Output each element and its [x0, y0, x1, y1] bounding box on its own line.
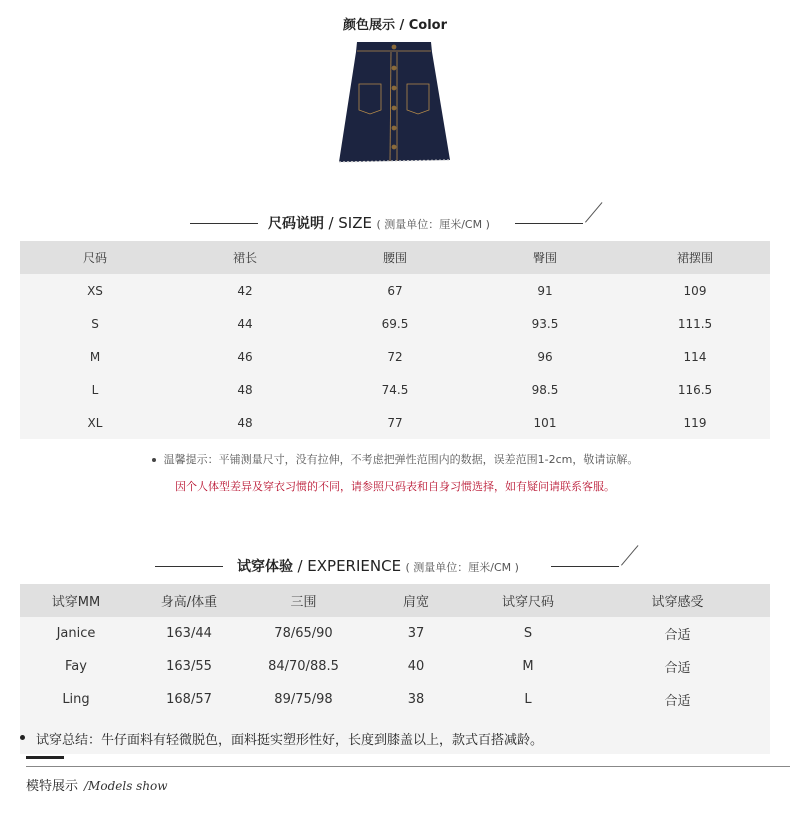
summary-text: 试穿总结：牛仔面料有轻微脱色，面料挺实塑形性好，长度到膝盖以上，款式百搭减龄。 — [36, 733, 544, 748]
size-cell: M — [20, 340, 170, 373]
size-header-cell: 裙长 — [170, 241, 320, 274]
size-table-header — [20, 241, 770, 274]
bullet-icon — [20, 735, 25, 740]
experience-cell: 78/65/90 — [246, 617, 361, 650]
experience-table-header — [20, 584, 770, 617]
size-cell: 48 — [170, 373, 320, 406]
size-warning: 因个人体型差异及穿衣习惯的不同，请参照尺码表和自身习惯选择，如有疑问请联系客服。 — [175, 480, 615, 493]
experience-cell: Ling — [20, 683, 132, 716]
header-line-left — [155, 566, 223, 567]
size-header-cell: 裙摆围 — [620, 241, 770, 274]
fitting-summary — [20, 716, 770, 754]
table-row — [20, 406, 770, 439]
size-cell: 72 — [320, 340, 470, 373]
size-cell: 69.5 — [320, 307, 470, 340]
header-line-right — [551, 566, 619, 567]
experience-cell: L — [471, 683, 585, 716]
size-title-cn: 尺码说明 — [268, 216, 324, 232]
bullet-icon — [152, 458, 156, 462]
denim-skirt-icon — [335, 38, 455, 173]
experience-unit: ( 测量单位：厘米/CM ) — [405, 561, 519, 574]
header-slash — [585, 202, 602, 223]
experience-cell: 40 — [361, 650, 471, 683]
size-unit: ( 测量单位：厘米/CM ) — [376, 218, 490, 231]
size-cell: 116.5 — [620, 373, 770, 406]
header-line-right — [515, 223, 583, 224]
experience-cell: 89/75/98 — [246, 683, 361, 716]
experience-cell: Fay — [20, 650, 132, 683]
size-cell: 67 — [320, 274, 470, 307]
experience-header-cell: 肩宽 — [361, 584, 471, 617]
size-cell: 48 — [170, 406, 320, 439]
size-header-cell: 腰围 — [320, 241, 470, 274]
size-cell: 91 — [470, 274, 620, 307]
experience-header-cell: 试穿尺码 — [471, 584, 585, 617]
size-cell: L — [20, 373, 170, 406]
experience-header-cell: 试穿感受 — [585, 584, 770, 617]
experience-cell: 163/55 — [132, 650, 246, 683]
models-divider — [26, 766, 790, 767]
table-row — [20, 683, 770, 716]
experience-cell: 163/44 — [132, 617, 246, 650]
measurement-tip — [0, 451, 790, 467]
table-row — [20, 373, 770, 406]
size-cell: 114 — [620, 340, 770, 373]
table-row — [20, 340, 770, 373]
size-cell: 46 — [170, 340, 320, 373]
size-cell: 109 — [620, 274, 770, 307]
experience-cell: 合适 — [585, 683, 770, 716]
experience-cell: Janice — [20, 617, 132, 650]
experience-header-cell: 身高/体重 — [132, 584, 246, 617]
header-line-left — [190, 223, 258, 224]
size-cell: 77 — [320, 406, 470, 439]
experience-cell: S — [471, 617, 585, 650]
experience-table — [20, 584, 770, 716]
experience-title-en: / EXPERIENCE — [297, 557, 402, 575]
color-section-title: 颜色展示 / Color — [342, 18, 448, 33]
size-cell: 74.5 — [320, 373, 470, 406]
tip-text: 温馨提示：平铺测量尺寸，没有拉伸，不考虑把弹性范围内的数据，误差范围1-2cm，敬请谅解。 — [163, 453, 639, 466]
size-cell: XL — [20, 406, 170, 439]
models-section-title — [26, 775, 168, 794]
table-row — [20, 617, 770, 650]
size-cell: S — [20, 307, 170, 340]
size-cell: 119 — [620, 406, 770, 439]
experience-cell: 合适 — [585, 650, 770, 683]
size-header-cell: 尺码 — [20, 241, 170, 274]
size-section-title — [268, 213, 490, 233]
size-cell: 96 — [470, 340, 620, 373]
skirt-product-image — [335, 38, 455, 173]
table-row — [20, 650, 770, 683]
experience-cell: M — [471, 650, 585, 683]
experience-cell: 38 — [361, 683, 471, 716]
models-accent-bar — [26, 756, 64, 759]
experience-title-cn: 试穿体验 — [237, 559, 293, 575]
size-section-header — [0, 208, 790, 238]
table-row — [20, 274, 770, 307]
experience-cell: 168/57 — [132, 683, 246, 716]
experience-header-cell: 试穿MM — [20, 584, 132, 617]
experience-cell: 合适 — [585, 617, 770, 650]
size-cell: 44 — [170, 307, 320, 340]
size-cell: 93.5 — [470, 307, 620, 340]
experience-header-cell: 三围 — [246, 584, 361, 617]
experience-cell: 84/70/88.5 — [246, 650, 361, 683]
size-cell: 42 — [170, 274, 320, 307]
size-cell: 101 — [470, 406, 620, 439]
size-title-en: / SIZE — [328, 214, 372, 232]
models-title-en: /Models show — [84, 779, 168, 793]
experience-section-header — [0, 551, 790, 581]
experience-section-title — [237, 556, 519, 576]
header-slash — [621, 545, 638, 566]
table-row — [20, 307, 770, 340]
size-header-cell: 臀围 — [470, 241, 620, 274]
size-cell: XS — [20, 274, 170, 307]
size-table — [20, 241, 770, 439]
experience-cell: 37 — [361, 617, 471, 650]
size-cell: 98.5 — [470, 373, 620, 406]
size-cell: 111.5 — [620, 307, 770, 340]
models-title-cn: 模特展示 — [26, 779, 79, 794]
